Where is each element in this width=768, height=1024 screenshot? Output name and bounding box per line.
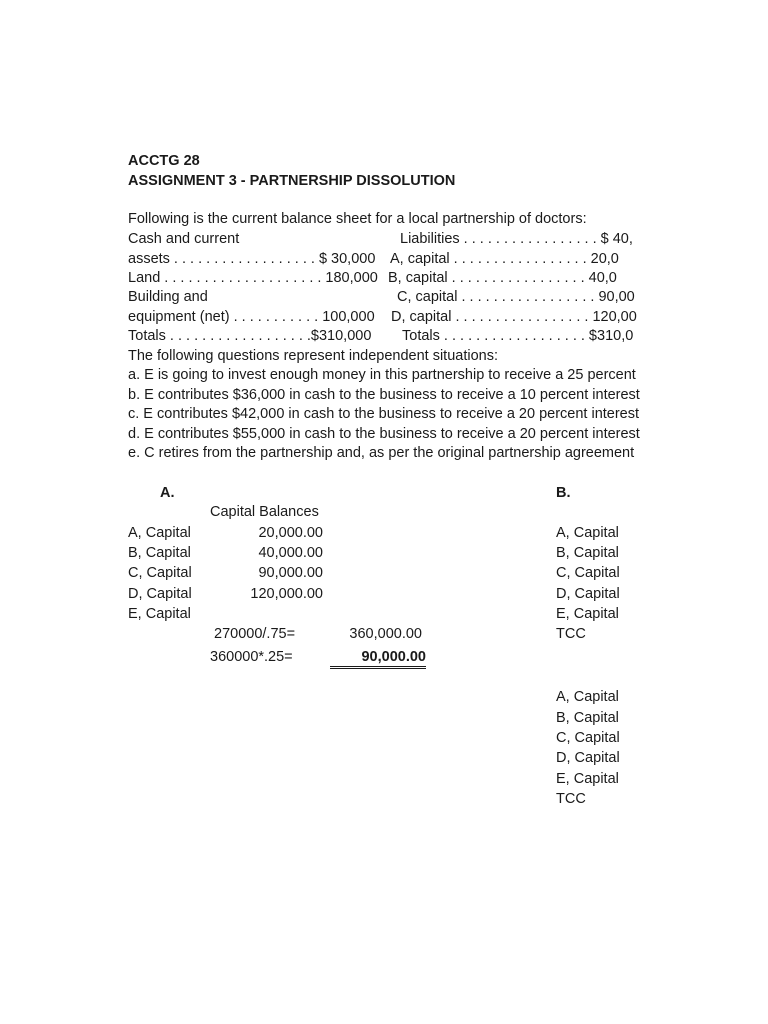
capital-name: D, Capital — [128, 586, 192, 602]
capital-value: 40,000.00 — [258, 545, 323, 561]
calc-formula: 360000*.25= — [210, 649, 293, 665]
capital-balances-header: Capital Balances — [210, 504, 319, 520]
bs-left-line: Land . . . . . . . . . . . . . . . . . . . . 180,000 — [128, 270, 378, 286]
bs-left-line: Cash and current — [128, 231, 240, 247]
b-capital-name: B, Capital — [556, 545, 619, 561]
question-item: b. E contributes $36,000 in cash to the business to receive a 10 percent interest — [128, 387, 640, 403]
bs-left-line: assets . . . . . . . . . . . . . . . . . . $ 30,000 — [128, 251, 376, 267]
capital-name: E, Capital — [128, 606, 191, 622]
b-capital-name: C, Capital — [556, 730, 620, 746]
bs-right-line: D, capital . . . . . . . . . . . . . . . . . 120,00 — [391, 309, 637, 325]
question-item: c. E contributes $42,000 in cash to the business to receive a 20 percent interest — [128, 406, 640, 422]
question-item: e. C retires from the partnership and, as per the original partnership agreement — [128, 445, 635, 461]
b-capital-name: C, Capital — [556, 565, 620, 581]
b-capital-name: D, Capital — [556, 586, 620, 602]
capital-name: C, Capital — [128, 565, 192, 581]
b-capital-name: A, Capital — [556, 689, 619, 705]
section-a-label: A. — [160, 485, 175, 501]
bs-right-line: B, capital . . . . . . . . . . . . . . . . . 40,0 — [388, 270, 617, 286]
calc-formula: 270000/.75= — [214, 626, 296, 642]
capital-value: 120,000.00 — [250, 586, 323, 602]
b-capital-name: E, Capital — [556, 606, 619, 622]
questions-intro: The following questions represent independent situations: — [128, 348, 498, 364]
b-capital-name: B, Capital — [556, 710, 619, 726]
intro-text: Following is the current balance sheet for a local partnership of doctors: — [128, 211, 587, 227]
question-item: d. E contributes $55,000 in cash to the business to receive a 20 percent interest — [128, 426, 640, 442]
bs-left-line: equipment (net) . . . . . . . . . . . 100,000 — [128, 309, 375, 325]
bs-left-line: Totals . . . . . . . . . . . . . . . . . .$310,000 — [128, 328, 372, 344]
b-capital-name: A, Capital — [556, 525, 619, 541]
course-code: ACCTG 28 — [128, 153, 200, 169]
bs-right-line: A, capital . . . . . . . . . . . . . . . . . 20,0 — [390, 251, 619, 267]
calc-total: 90,000.00 — [330, 648, 426, 669]
b-tcc-label: TCC — [556, 791, 586, 807]
bs-right-line: Liabilities . . . . . . . . . . . . . . . . . $ 40, — [400, 231, 633, 247]
capital-name: A, Capital — [128, 525, 191, 541]
bs-right-line: Totals . . . . . . . . . . . . . . . . . . $310,0 — [402, 328, 634, 344]
b-capital-name: E, Capital — [556, 771, 619, 787]
page-title: ASSIGNMENT 3 - PARTNERSHIP DISSOLUTION — [128, 173, 456, 189]
capital-value: 90,000.00 — [258, 565, 323, 581]
bs-right-line: C, capital . . . . . . . . . . . . . . . . . 90,00 — [397, 289, 635, 305]
capital-name: B, Capital — [128, 545, 191, 561]
b-tcc-label: TCC — [556, 626, 586, 642]
bs-left-line: Building and — [128, 289, 208, 305]
section-b-label: B. — [556, 485, 571, 501]
b-capital-name: D, Capital — [556, 750, 620, 766]
capital-value: 20,000.00 — [258, 525, 323, 541]
question-item: a. E is going to invest enough money in this partnership to receive a 25 percent — [128, 367, 636, 383]
calc-result: 360,000.00 — [349, 626, 422, 642]
